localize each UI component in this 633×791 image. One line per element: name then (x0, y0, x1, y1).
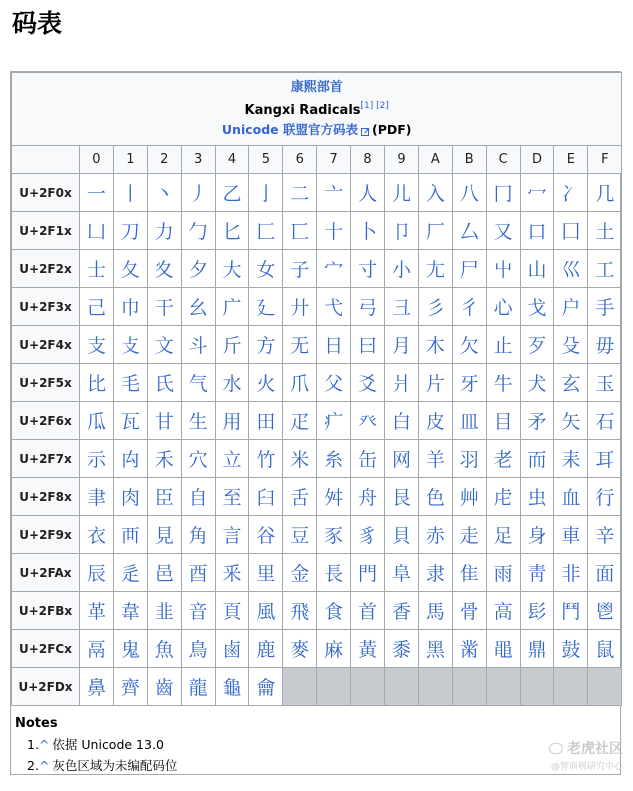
radical-cell[interactable]: ⿈ (351, 630, 385, 668)
radical-cell[interactable]: ⾨ (351, 554, 385, 592)
radical-cell[interactable]: ⿄ (215, 630, 249, 668)
radical-cell[interactable]: ⼘ (351, 212, 385, 250)
radical-cell[interactable]: ⽩ (385, 402, 419, 440)
radical-cell[interactable]: ⿁ (113, 630, 147, 668)
radical-cell[interactable]: ⽥ (249, 402, 283, 440)
radical-cell[interactable]: ⼞ (554, 212, 588, 250)
radical-cell[interactable]: ⾭ (520, 554, 554, 592)
radical-cell[interactable]: ⼁ (113, 174, 147, 212)
radical-cell[interactable]: ⼰ (80, 288, 114, 326)
radical-cell[interactable]: ⿀ (80, 630, 114, 668)
radical-cell[interactable]: ⾃ (181, 478, 215, 516)
note-text: 依据 Unicode 13.0 (52, 737, 164, 752)
table-row (12, 174, 622, 212)
radical-cell[interactable]: ⾊ (418, 478, 452, 516)
radical-cell[interactable]: ⾺ (418, 592, 452, 630)
radical-cell[interactable]: ⽂ (147, 326, 181, 364)
radical-cell[interactable]: ⽌ (486, 326, 520, 364)
radical-cell[interactable]: ⽴ (215, 440, 249, 478)
radical-cell[interactable]: ⾙ (385, 516, 419, 554)
radical-cell[interactable]: ⿆ (283, 630, 317, 668)
row-label: U+2FAx (12, 554, 80, 592)
radical-cell[interactable]: ⼆ (283, 174, 317, 212)
radical-cell[interactable]: ⼦ (283, 250, 317, 288)
radical-cell[interactable]: ⽱ (113, 440, 147, 478)
radical-cell[interactable]: ⾕ (249, 516, 283, 554)
unassigned-cell (554, 668, 588, 706)
radical-cell[interactable]: ⾴ (215, 592, 249, 630)
unassigned-cell (452, 668, 486, 706)
row-label: U+2FCx (12, 630, 80, 668)
radical-cell[interactable]: ⾯ (588, 554, 622, 592)
watermark-main-text: 老虎社区 (567, 741, 623, 757)
radical-cell[interactable]: ⿃ (181, 630, 215, 668)
radical-cell[interactable]: ⽶ (283, 440, 317, 478)
row-label: U+2FBx (12, 592, 80, 630)
radical-cell[interactable]: ⿑ (113, 668, 147, 706)
radical-cell[interactable]: ⽗ (317, 364, 351, 402)
radical-cell[interactable]: ⾚ (418, 516, 452, 554)
radical-cell[interactable]: ⼤ (215, 250, 249, 288)
table-row (12, 592, 622, 630)
caption-subtitle-text: Kangxi Radicals (244, 102, 361, 118)
radical-cell[interactable]: ⾿ (588, 592, 622, 630)
radical-cell[interactable]: ⾗ (317, 516, 351, 554)
column-header: 3 (181, 146, 215, 174)
radical-cell[interactable]: ⾫ (452, 554, 486, 592)
row-label: U+2F0x (12, 174, 80, 212)
radical-cell[interactable]: ⿇ (317, 630, 351, 668)
note-number: 2. (27, 758, 39, 773)
note-text: 灰色区域为未编配码位 (52, 758, 178, 773)
radical-cell[interactable]: ⾡ (113, 554, 147, 592)
radical-cell[interactable]: ⽯ (588, 402, 622, 440)
row-label: U+2F1x (12, 212, 80, 250)
radical-cell[interactable]: ⾤ (215, 554, 249, 592)
radical-cell[interactable]: ⽪ (418, 402, 452, 440)
table-row (12, 630, 622, 668)
radical-cell[interactable]: ⼊ (418, 174, 452, 212)
radical-cell[interactable]: ⾱ (113, 592, 147, 630)
radical-cell[interactable]: ⼶ (283, 288, 317, 326)
unassigned-cell (486, 668, 520, 706)
radical-cell[interactable]: ⿐ (80, 668, 114, 706)
column-header: 9 (385, 146, 419, 174)
unassigned-cell (317, 668, 351, 706)
radical-cell[interactable]: ⼛ (452, 212, 486, 250)
radical-cell[interactable]: ⽿ (588, 440, 622, 478)
radical-cell[interactable]: ⼼ (486, 288, 520, 326)
radical-cell[interactable]: ⿒ (147, 668, 181, 706)
table-row (12, 440, 622, 478)
radical-cell[interactable]: ⼉ (385, 174, 419, 212)
radical-cell[interactable]: ⾥ (249, 554, 283, 592)
radical-cell[interactable]: ⽾ (554, 440, 588, 478)
radical-cell[interactable]: ⽀ (80, 326, 114, 364)
radical-cell[interactable]: ⾹ (385, 592, 419, 630)
radical-cell[interactable]: ⽼ (486, 440, 520, 478)
radical-cell[interactable]: ⿕ (249, 668, 283, 706)
code-chart-box (10, 71, 621, 775)
radical-cell[interactable]: ⾷ (317, 592, 351, 630)
radical-cell[interactable]: ⼒ (147, 212, 181, 250)
radical-cell[interactable]: ⾲ (147, 592, 181, 630)
unassigned-cell (520, 668, 554, 706)
radical-cell[interactable]: ⾇ (317, 478, 351, 516)
radical-cell[interactable]: ⼮ (554, 250, 588, 288)
radical-cell[interactable]: ⽙ (385, 364, 419, 402)
unassigned-cell (418, 668, 452, 706)
radical-cell[interactable]: ⼀ (80, 174, 114, 212)
radical-cell[interactable]: ⼗ (317, 212, 351, 250)
radical-cell[interactable]: ⼝ (520, 212, 554, 250)
radical-cell[interactable]: ⼖ (283, 212, 317, 250)
radical-cell[interactable]: ⼠ (80, 250, 114, 288)
radical-cell[interactable]: ⽑ (113, 364, 147, 402)
radical-cell[interactable]: ⼍ (520, 174, 554, 212)
unassigned-cell (588, 668, 622, 706)
watermark-main (549, 740, 623, 758)
radical-cell[interactable]: ⾋ (452, 478, 486, 516)
notes-section (15, 713, 177, 776)
radical-cell[interactable]: ⼕ (249, 212, 283, 250)
radical-cell[interactable]: ⽣ (181, 402, 215, 440)
radical-cell[interactable]: ⾖ (283, 516, 317, 554)
radical-cell[interactable]: ⾛ (452, 516, 486, 554)
row-label: U+2FDx (12, 668, 80, 706)
radical-cell[interactable]: ⾓ (181, 516, 215, 554)
row-label: U+2F9x (12, 516, 80, 554)
radical-cell[interactable]: ⾸ (351, 592, 385, 630)
radical-cell[interactable]: ⾔ (215, 516, 249, 554)
radical-cell[interactable]: ⼈ (351, 174, 385, 212)
radical-cell[interactable]: ⼬ (486, 250, 520, 288)
table-row (12, 668, 622, 706)
radical-cell[interactable]: ⾳ (181, 592, 215, 630)
radical-cell[interactable]: ⽚ (418, 364, 452, 402)
radical-cell[interactable]: ⽕ (249, 364, 283, 402)
radical-cell[interactable]: ⾵ (249, 592, 283, 630)
radical-cell[interactable]: ⼑ (113, 212, 147, 250)
radical-cell[interactable]: ⾎ (554, 478, 588, 516)
radical-cell[interactable]: ⽊ (418, 326, 452, 364)
radical-cell[interactable]: ⾦ (283, 554, 317, 592)
column-header: 4 (215, 146, 249, 174)
radical-cell[interactable]: ⼚ (418, 212, 452, 250)
radical-cell[interactable]: ⾘ (351, 516, 385, 554)
radical-cell[interactable]: ⿂ (147, 630, 181, 668)
radical-cell[interactable]: ⼋ (452, 174, 486, 212)
radical-cell[interactable]: ⽟ (588, 364, 622, 402)
radical-cell[interactable]: ⼌ (486, 174, 520, 212)
radical-cell[interactable]: ⼏ (588, 174, 622, 212)
radical-cell[interactable]: ⾜ (486, 516, 520, 554)
radical-cell[interactable]: ⽆ (283, 326, 317, 364)
radical-cell[interactable]: ⽢ (147, 402, 181, 440)
radical-cell[interactable]: ⾻ (452, 592, 486, 630)
column-header: B (452, 146, 486, 174)
radical-cell[interactable]: ⿓ (181, 668, 215, 706)
radical-cell[interactable]: ⾑ (113, 516, 147, 554)
radical-cell[interactable]: ⾂ (147, 478, 181, 516)
radical-cell[interactable]: ⽐ (80, 364, 114, 402)
radical-cell[interactable]: ⽓ (181, 364, 215, 402)
radical-cell[interactable]: ⾰ (80, 592, 114, 630)
radical-cell[interactable]: ⼷ (317, 288, 351, 326)
radical-cell[interactable]: ⿏ (588, 630, 622, 668)
radical-cell[interactable]: ⾪ (418, 554, 452, 592)
radical-cell[interactable]: ⼯ (588, 250, 622, 288)
radical-cell[interactable]: ⾌ (486, 478, 520, 516)
radical-cell[interactable]: ⽋ (452, 326, 486, 364)
table-row (12, 250, 622, 288)
radical-cell[interactable]: ⽭ (520, 402, 554, 440)
column-header: 0 (80, 146, 114, 174)
row-label: U+2F7x (12, 440, 80, 478)
radical-cell[interactable]: ⾩ (385, 554, 419, 592)
column-header: E (554, 146, 588, 174)
radical-cell[interactable]: ⼐ (80, 212, 114, 250)
row-label: U+2F3x (12, 288, 80, 326)
radical-cell[interactable]: ⾍ (520, 478, 554, 516)
radical-cell[interactable]: ⽹ (385, 440, 419, 478)
column-header: 2 (147, 146, 181, 174)
radical-cell[interactable]: ⽄ (215, 326, 249, 364)
radical-cell[interactable]: ⽺ (418, 440, 452, 478)
code-chart-table (11, 72, 622, 706)
radical-cell[interactable]: ⼧ (317, 250, 351, 288)
radical-cell[interactable]: ⿎ (554, 630, 588, 668)
radical-cell[interactable]: ⼺ (418, 288, 452, 326)
radical-cell[interactable]: ⼔ (215, 212, 249, 250)
unicode-chart-link[interactable]: Unicode 联盟官方码表 (221, 121, 358, 137)
table-row (12, 478, 622, 516)
radical-cell[interactable]: ⽇ (317, 326, 351, 364)
radical-cell[interactable]: ⾽ (520, 592, 554, 630)
pdf-label: (PDF) (372, 121, 412, 137)
radical-cell[interactable]: ⽠ (80, 402, 114, 440)
radical-cell[interactable]: ⽬ (486, 402, 520, 440)
radical-cell[interactable]: ⽡ (113, 402, 147, 440)
radical-cell[interactable]: ⽨ (351, 402, 385, 440)
notes-title: Notes (15, 716, 58, 731)
watermark (549, 740, 623, 776)
radical-cell[interactable]: ⼃ (181, 174, 215, 212)
radical-cell[interactable]: ⼎ (554, 174, 588, 212)
radical-cell[interactable]: ⾾ (554, 592, 588, 630)
radical-cell[interactable]: ⼳ (181, 288, 215, 326)
row-label: U+2F8x (12, 478, 80, 516)
table-row (12, 516, 622, 554)
watermark-sub: @智商税研究中心 (550, 762, 623, 772)
column-header: 5 (249, 146, 283, 174)
radical-cell[interactable]: ⽳ (181, 440, 215, 478)
radical-cell[interactable]: ⼥ (249, 250, 283, 288)
table-row (12, 364, 622, 402)
chat-bubble-icon (549, 743, 563, 754)
radical-cell[interactable]: ⽈ (351, 326, 385, 364)
radical-cell[interactable]: ⾏ (588, 478, 622, 516)
radical-cell[interactable]: ⼓ (181, 212, 215, 250)
radical-cell[interactable]: ⼹ (385, 288, 419, 326)
section-heading: 码表 (12, 9, 63, 38)
radical-cell[interactable]: ⾒ (147, 516, 181, 554)
note-backlink[interactable]: ^ (38, 737, 50, 752)
radical-cell[interactable]: ⼾ (554, 288, 588, 326)
radical-cell[interactable]: ⽃ (181, 326, 215, 364)
radical-cell[interactable]: ⽽ (520, 440, 554, 478)
radical-cell[interactable]: ⾁ (113, 478, 147, 516)
column-header: 8 (351, 146, 385, 174)
radical-cell[interactable]: ⽵ (249, 440, 283, 478)
radical-cell[interactable]: ⼸ (351, 288, 385, 326)
radical-cell[interactable]: ⽸ (351, 440, 385, 478)
caption-link-line (12, 120, 621, 140)
corner-cell (12, 146, 80, 174)
caption-title-link[interactable]: 康熙部首 (290, 79, 343, 95)
radical-cell[interactable]: ⾞ (554, 516, 588, 554)
radical-cell[interactable]: ⽞ (554, 364, 588, 402)
radical-cell[interactable]: ⼵ (249, 288, 283, 326)
radical-cell[interactable]: ⾧ (317, 554, 351, 592)
radical-cell[interactable]: ⼂ (147, 174, 181, 212)
radical-cell[interactable]: ⽷ (317, 440, 351, 478)
radical-cell[interactable]: ⼩ (385, 250, 419, 288)
radical-cell[interactable]: ⼽ (520, 288, 554, 326)
radical-cell[interactable]: ⾅ (249, 478, 283, 516)
radical-cell[interactable]: ⾼ (486, 592, 520, 630)
table-row (12, 326, 622, 364)
radical-cell[interactable]: ⼟ (588, 212, 622, 250)
radical-cell[interactable]: ⾣ (181, 554, 215, 592)
table-row (12, 554, 622, 592)
radical-cell[interactable]: ⽫ (452, 402, 486, 440)
radical-cell[interactable]: ⾝ (520, 516, 554, 554)
note-number: 1. (27, 737, 39, 752)
radical-cell[interactable]: ⿉ (385, 630, 419, 668)
row-label: U+2F5x (12, 364, 80, 402)
radical-cell[interactable]: ⾮ (554, 554, 588, 592)
radical-cell[interactable]: ⽔ (215, 364, 249, 402)
radical-cell[interactable]: ⿋ (452, 630, 486, 668)
radical-cell[interactable]: ⽁ (113, 326, 147, 364)
radical-cell[interactable]: ⼨ (351, 250, 385, 288)
radical-cell[interactable]: ⽘ (351, 364, 385, 402)
unassigned-cell (351, 668, 385, 706)
radical-cell[interactable]: ⼻ (452, 288, 486, 326)
radical-cell[interactable]: ⼱ (113, 288, 147, 326)
radical-cell[interactable]: ⼴ (215, 288, 249, 326)
table-caption (12, 73, 622, 146)
table-row (12, 288, 622, 326)
radical-cell[interactable]: ⾆ (283, 478, 317, 516)
radical-cell[interactable]: ⾠ (80, 554, 114, 592)
radical-cell[interactable]: ⼙ (385, 212, 419, 250)
unassigned-cell (283, 668, 317, 706)
radical-cell[interactable]: ⼫ (452, 250, 486, 288)
radical-cell[interactable]: ⾢ (147, 554, 181, 592)
radical-cell[interactable]: ⼪ (418, 250, 452, 288)
radical-cell[interactable]: ⾐ (80, 516, 114, 554)
radical-cell[interactable]: ⿊ (418, 630, 452, 668)
caption-subtitle (12, 97, 621, 120)
radical-cell[interactable]: ⼣ (181, 250, 215, 288)
radical-cell[interactable]: ⿍ (520, 630, 554, 668)
radical-cell[interactable]: ⽤ (215, 402, 249, 440)
column-header: C (486, 146, 520, 174)
row-label: U+2F4x (12, 326, 80, 364)
radical-cell[interactable]: ⽜ (486, 364, 520, 402)
radical-cell[interactable]: ⽍ (520, 326, 554, 364)
radical-cell[interactable]: ⼿ (588, 288, 622, 326)
note-item (15, 734, 177, 755)
radical-cell[interactable]: ⾄ (215, 478, 249, 516)
row-label: U+2F6x (12, 402, 80, 440)
radical-cell[interactable]: ⿌ (486, 630, 520, 668)
radical-cell[interactable]: ⾟ (588, 516, 622, 554)
radical-cell[interactable]: ⼲ (147, 288, 181, 326)
radical-cell[interactable]: ⽅ (249, 326, 283, 364)
column-header: 1 (113, 146, 147, 174)
radical-cell[interactable]: ⾀ (80, 478, 114, 516)
radical-cell[interactable]: ⼅ (249, 174, 283, 212)
external-link-icon (361, 126, 370, 135)
radical-cell[interactable]: ⽉ (385, 326, 419, 364)
radical-cell[interactable]: ⾬ (486, 554, 520, 592)
radical-cell[interactable]: ⽰ (80, 440, 114, 478)
table-row (12, 402, 622, 440)
row-label: U+2F2x (12, 250, 80, 288)
note-item (15, 755, 177, 776)
radical-cell[interactable]: ⽖ (283, 364, 317, 402)
column-header: F (588, 146, 622, 174)
table-row (12, 212, 622, 250)
note-backlink[interactable]: ^ (38, 758, 50, 773)
radical-cell[interactable]: ⽛ (452, 364, 486, 402)
radical-cell[interactable]: ⼢ (147, 250, 181, 288)
caption-refs[interactable]: [1] [2] (360, 100, 389, 111)
radical-cell[interactable]: ⾈ (351, 478, 385, 516)
column-header: 7 (317, 146, 351, 174)
radical-cell[interactable]: ⽮ (554, 402, 588, 440)
radical-cell[interactable]: ⽲ (147, 440, 181, 478)
radical-cell[interactable]: ⽎ (554, 326, 588, 364)
unassigned-cell (385, 668, 419, 706)
radical-cell[interactable]: ⼄ (215, 174, 249, 212)
column-header: D (520, 146, 554, 174)
radical-cell[interactable]: ⽻ (452, 440, 486, 478)
radical-cell[interactable]: ⽦ (283, 402, 317, 440)
radical-cell[interactable]: ⽒ (147, 364, 181, 402)
radical-cell[interactable]: ⾶ (283, 592, 317, 630)
radical-cell[interactable]: ⽏ (588, 326, 622, 364)
radical-cell[interactable]: ⿅ (249, 630, 283, 668)
radical-cell[interactable]: ⾉ (385, 478, 419, 516)
column-header: A (418, 146, 452, 174)
radical-cell[interactable]: ⼇ (317, 174, 351, 212)
radical-cell[interactable]: ⼡ (113, 250, 147, 288)
radical-cell[interactable]: ⿔ (215, 668, 249, 706)
radical-cell[interactable]: ⽝ (520, 364, 554, 402)
column-header: 6 (283, 146, 317, 174)
radical-cell[interactable]: ⽧ (317, 402, 351, 440)
radical-cell[interactable]: ⼭ (520, 250, 554, 288)
radical-cell[interactable]: ⼜ (486, 212, 520, 250)
